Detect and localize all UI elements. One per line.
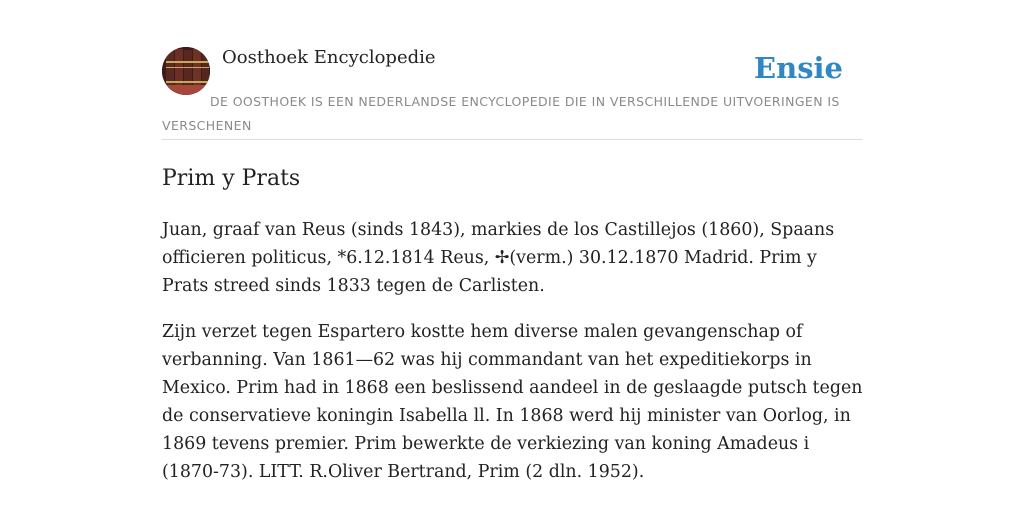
brand-logo[interactable]: Ensie [754,51,843,85]
article-paragraph-1: Juan, graaf van Reus (sinds 1843), markies de los Castillejos (1860), Spaans officieren politicus, *6.12.1814 Reus, ✢(verm.) 30.12.1870 Madrid. Prim y Prats streed sinds 1833 tegen de Carlisten. [162,220,835,296]
encyclopedia-books-avatar[interactable] [162,47,210,95]
site-tagline: DE OOSTHOEK IS EEN NEDERLANDSE ENCYCLOPEDIE DIE IN VERSCHILLENDE UITVOERINGEN IS VERSCHENEN [162,94,840,133]
article-title: Prim y Prats [162,166,301,191]
header-divider [162,139,862,140]
site-title[interactable]: Oosthoek Encyclopedie [222,47,436,68]
article [162,160,867,486]
site-header [162,44,862,140]
article-paragraph-2: Zijn verzet tegen Espartero kostte hem diverse malen gevangenschap of verbanning. Van 1861—62 was hij commandant van het expeditiekorps in Mexico. Prim had in 1868 een beslissend aandeel in de geslaagde putsch tegen de conservatieve koningin Isabella ll. In 1868 werd hij minister van Oorlog, in 1869 tevens premier. Prim bewerkte de verkiezing van koning Amadeus i (1870-73). LITT. R.Oliver Bertrand, Prim (2 dln. 1952). [162,322,863,482]
